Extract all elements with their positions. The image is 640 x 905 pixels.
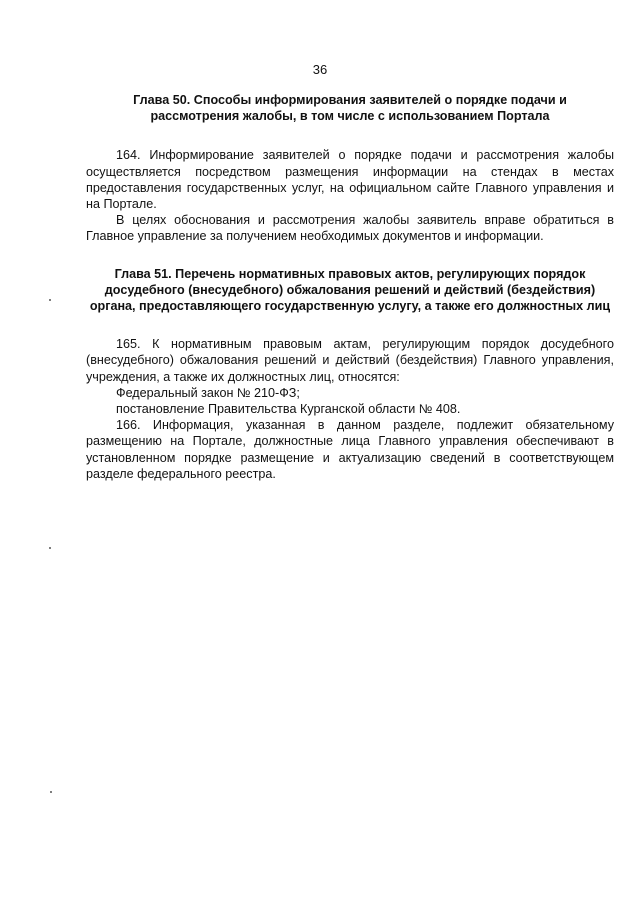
- list-item-federal-law: Федеральный закон № 210-ФЗ;: [116, 385, 300, 400]
- chapter-50-heading-line-2: рассмотрения жалобы, в том числе с использованием Портала: [150, 109, 550, 124]
- scan-speck: [49, 299, 51, 301]
- paragraph-166: 166. Информация, указанная в данном разделе, подлежит обязательному размещению на Портале, должностные лица Главного управления обеспечивают в установленном порядке размещение и актуализацию сведений в соответствующем разделе федерального реестра.: [86, 418, 614, 481]
- scan-speck: [49, 547, 51, 549]
- paragraph-164-continuation: В целях обоснования и рассмотрения жалобы заявитель вправе обратиться в Главное управление за получением необходимых документов и информации.: [86, 213, 614, 244]
- paragraph-164: 164. Информирование заявителей о порядке подачи и рассмотрения жалобы осуществляется посредством размещения информации на стендах в местах предоставления государственных услуг, на официальном сайте Главного управления и на Портале.: [86, 148, 614, 212]
- chapter-51-heading-line-1: Глава 51. Перечень нормативных правовых актов, регулирующих порядок: [114, 266, 586, 281]
- chapter-50-heading-line-1: Глава 50. Способы информирования заявителей о порядке подачи и: [133, 93, 567, 107]
- scan-speck: [50, 791, 52, 793]
- chapter-50-heading: [86, 92, 614, 124]
- list-item-government-resolution: постановление Правительства Курганской области № 408.: [116, 402, 461, 417]
- chapter-51-heading-line-2: досудебного (внесудебного) обжалования решений и действий (бездействия): [104, 282, 596, 297]
- page-content: [86, 92, 614, 482]
- page-number: 36: [312, 62, 328, 77]
- chapter-51-heading: [86, 266, 614, 315]
- paragraph-165: 165. К нормативным правовым актам, регулирующим порядок досудебного (внесудебного) обжалования решений и действий (бездействия) Главного управления, учреждения, а также их должностных лиц, относятся:: [86, 337, 614, 384]
- chapter-51-heading-line-3: органа, предоставляющего государственную услугу, а также его должностных лиц: [89, 299, 611, 314]
